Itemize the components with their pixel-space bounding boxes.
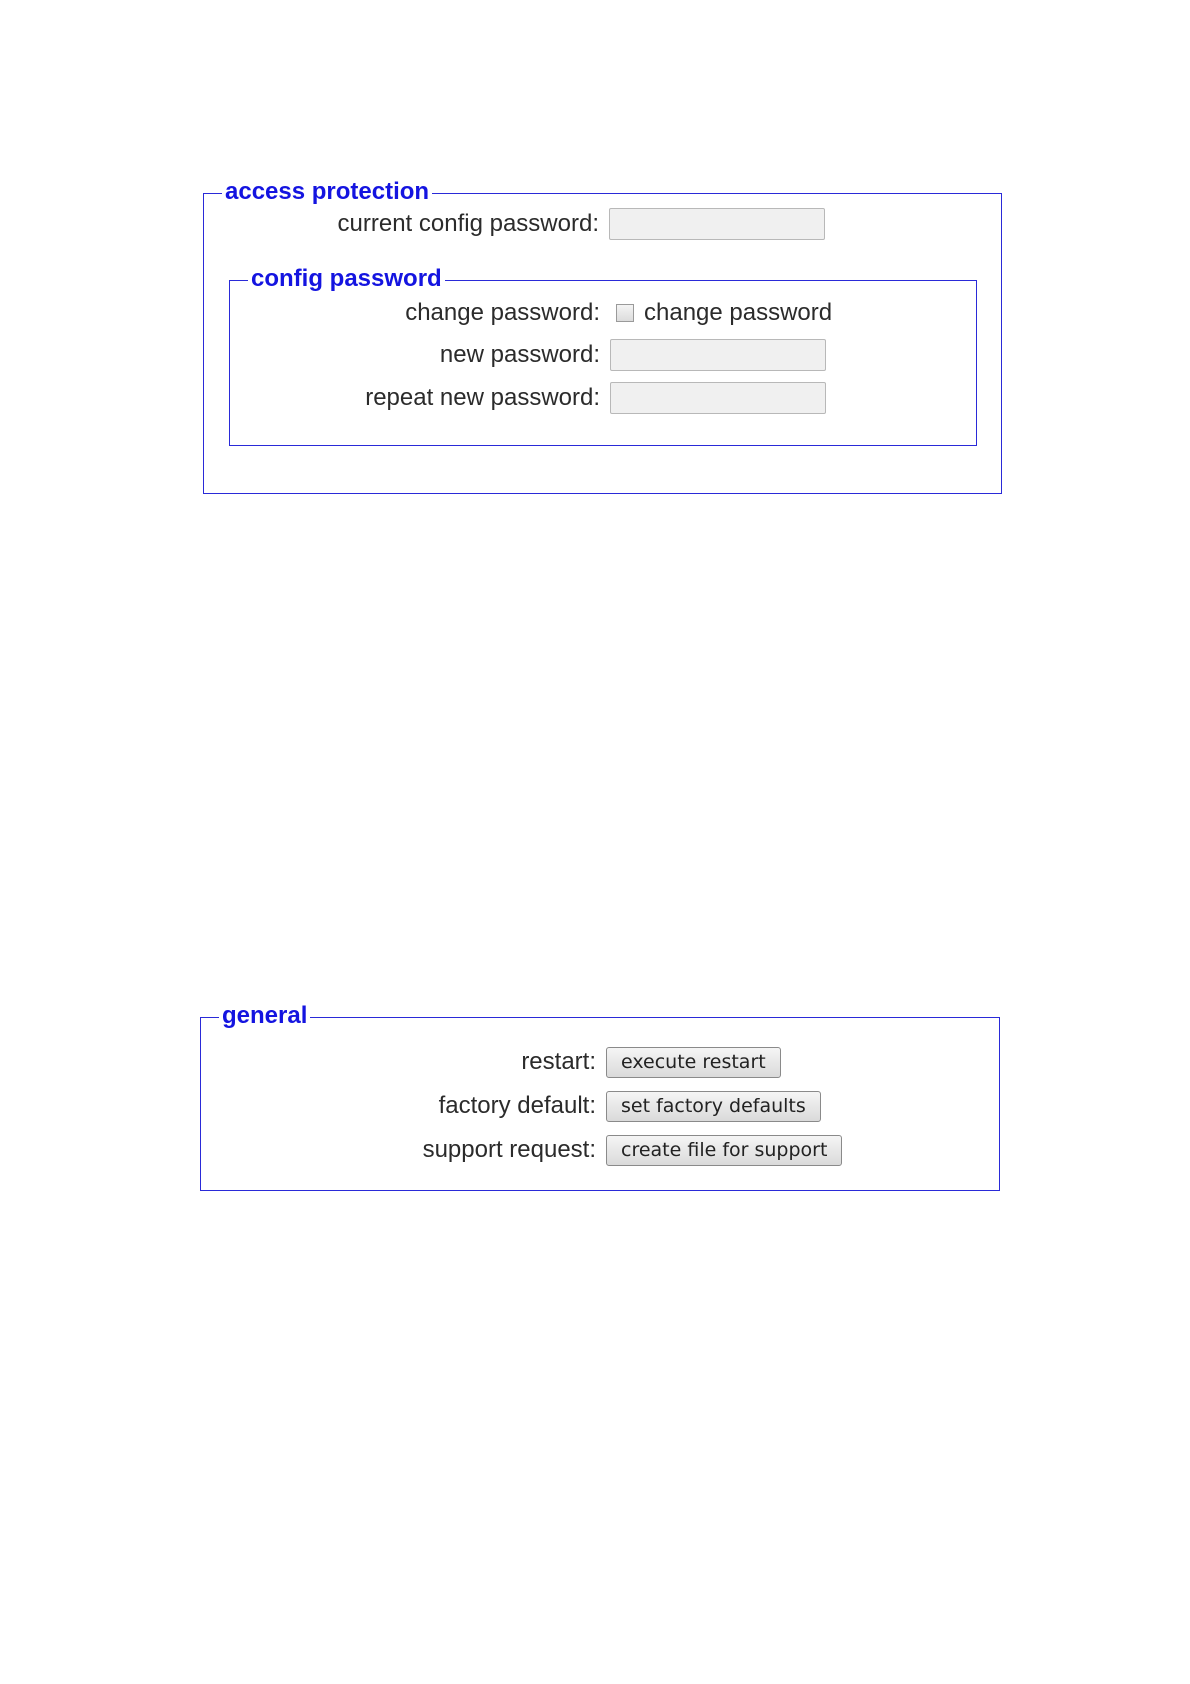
repeat-new-password-input[interactable] [610, 382, 826, 414]
config-password-legend: config password [248, 265, 445, 293]
access-protection-fieldset [203, 178, 1002, 494]
current-config-password-row [204, 206, 1001, 242]
change-password-label: change password: [405, 299, 600, 326]
factory-default-label: factory default: [438, 1092, 596, 1119]
current-config-password-input[interactable] [609, 208, 825, 240]
create-file-for-support-button[interactable]: create file for support [606, 1135, 842, 1166]
new-password-label: new password: [439, 341, 600, 368]
support-request-row [201, 1132, 999, 1168]
change-password-checkbox[interactable] [616, 304, 634, 322]
set-factory-defaults-button[interactable]: set factory defaults [606, 1091, 821, 1122]
general-fieldset [200, 1002, 1000, 1191]
new-password-row [230, 337, 976, 373]
restart-label: restart: [521, 1048, 596, 1075]
change-password-row [230, 295, 976, 331]
current-config-password-label: current config password: [337, 210, 599, 237]
factory-default-row [201, 1088, 999, 1124]
execute-restart-button[interactable]: execute restart [606, 1047, 781, 1078]
general-legend: general [219, 1002, 310, 1030]
new-password-input[interactable] [610, 339, 826, 371]
support-request-label: support request: [422, 1136, 596, 1163]
restart-row [201, 1044, 999, 1080]
repeat-new-password-label: repeat new password: [365, 384, 600, 411]
repeat-new-password-row [230, 380, 976, 416]
access-protection-legend: access protection [222, 178, 432, 206]
config-password-fieldset [229, 265, 977, 446]
change-password-checkbox-label[interactable]: change password [644, 299, 833, 326]
